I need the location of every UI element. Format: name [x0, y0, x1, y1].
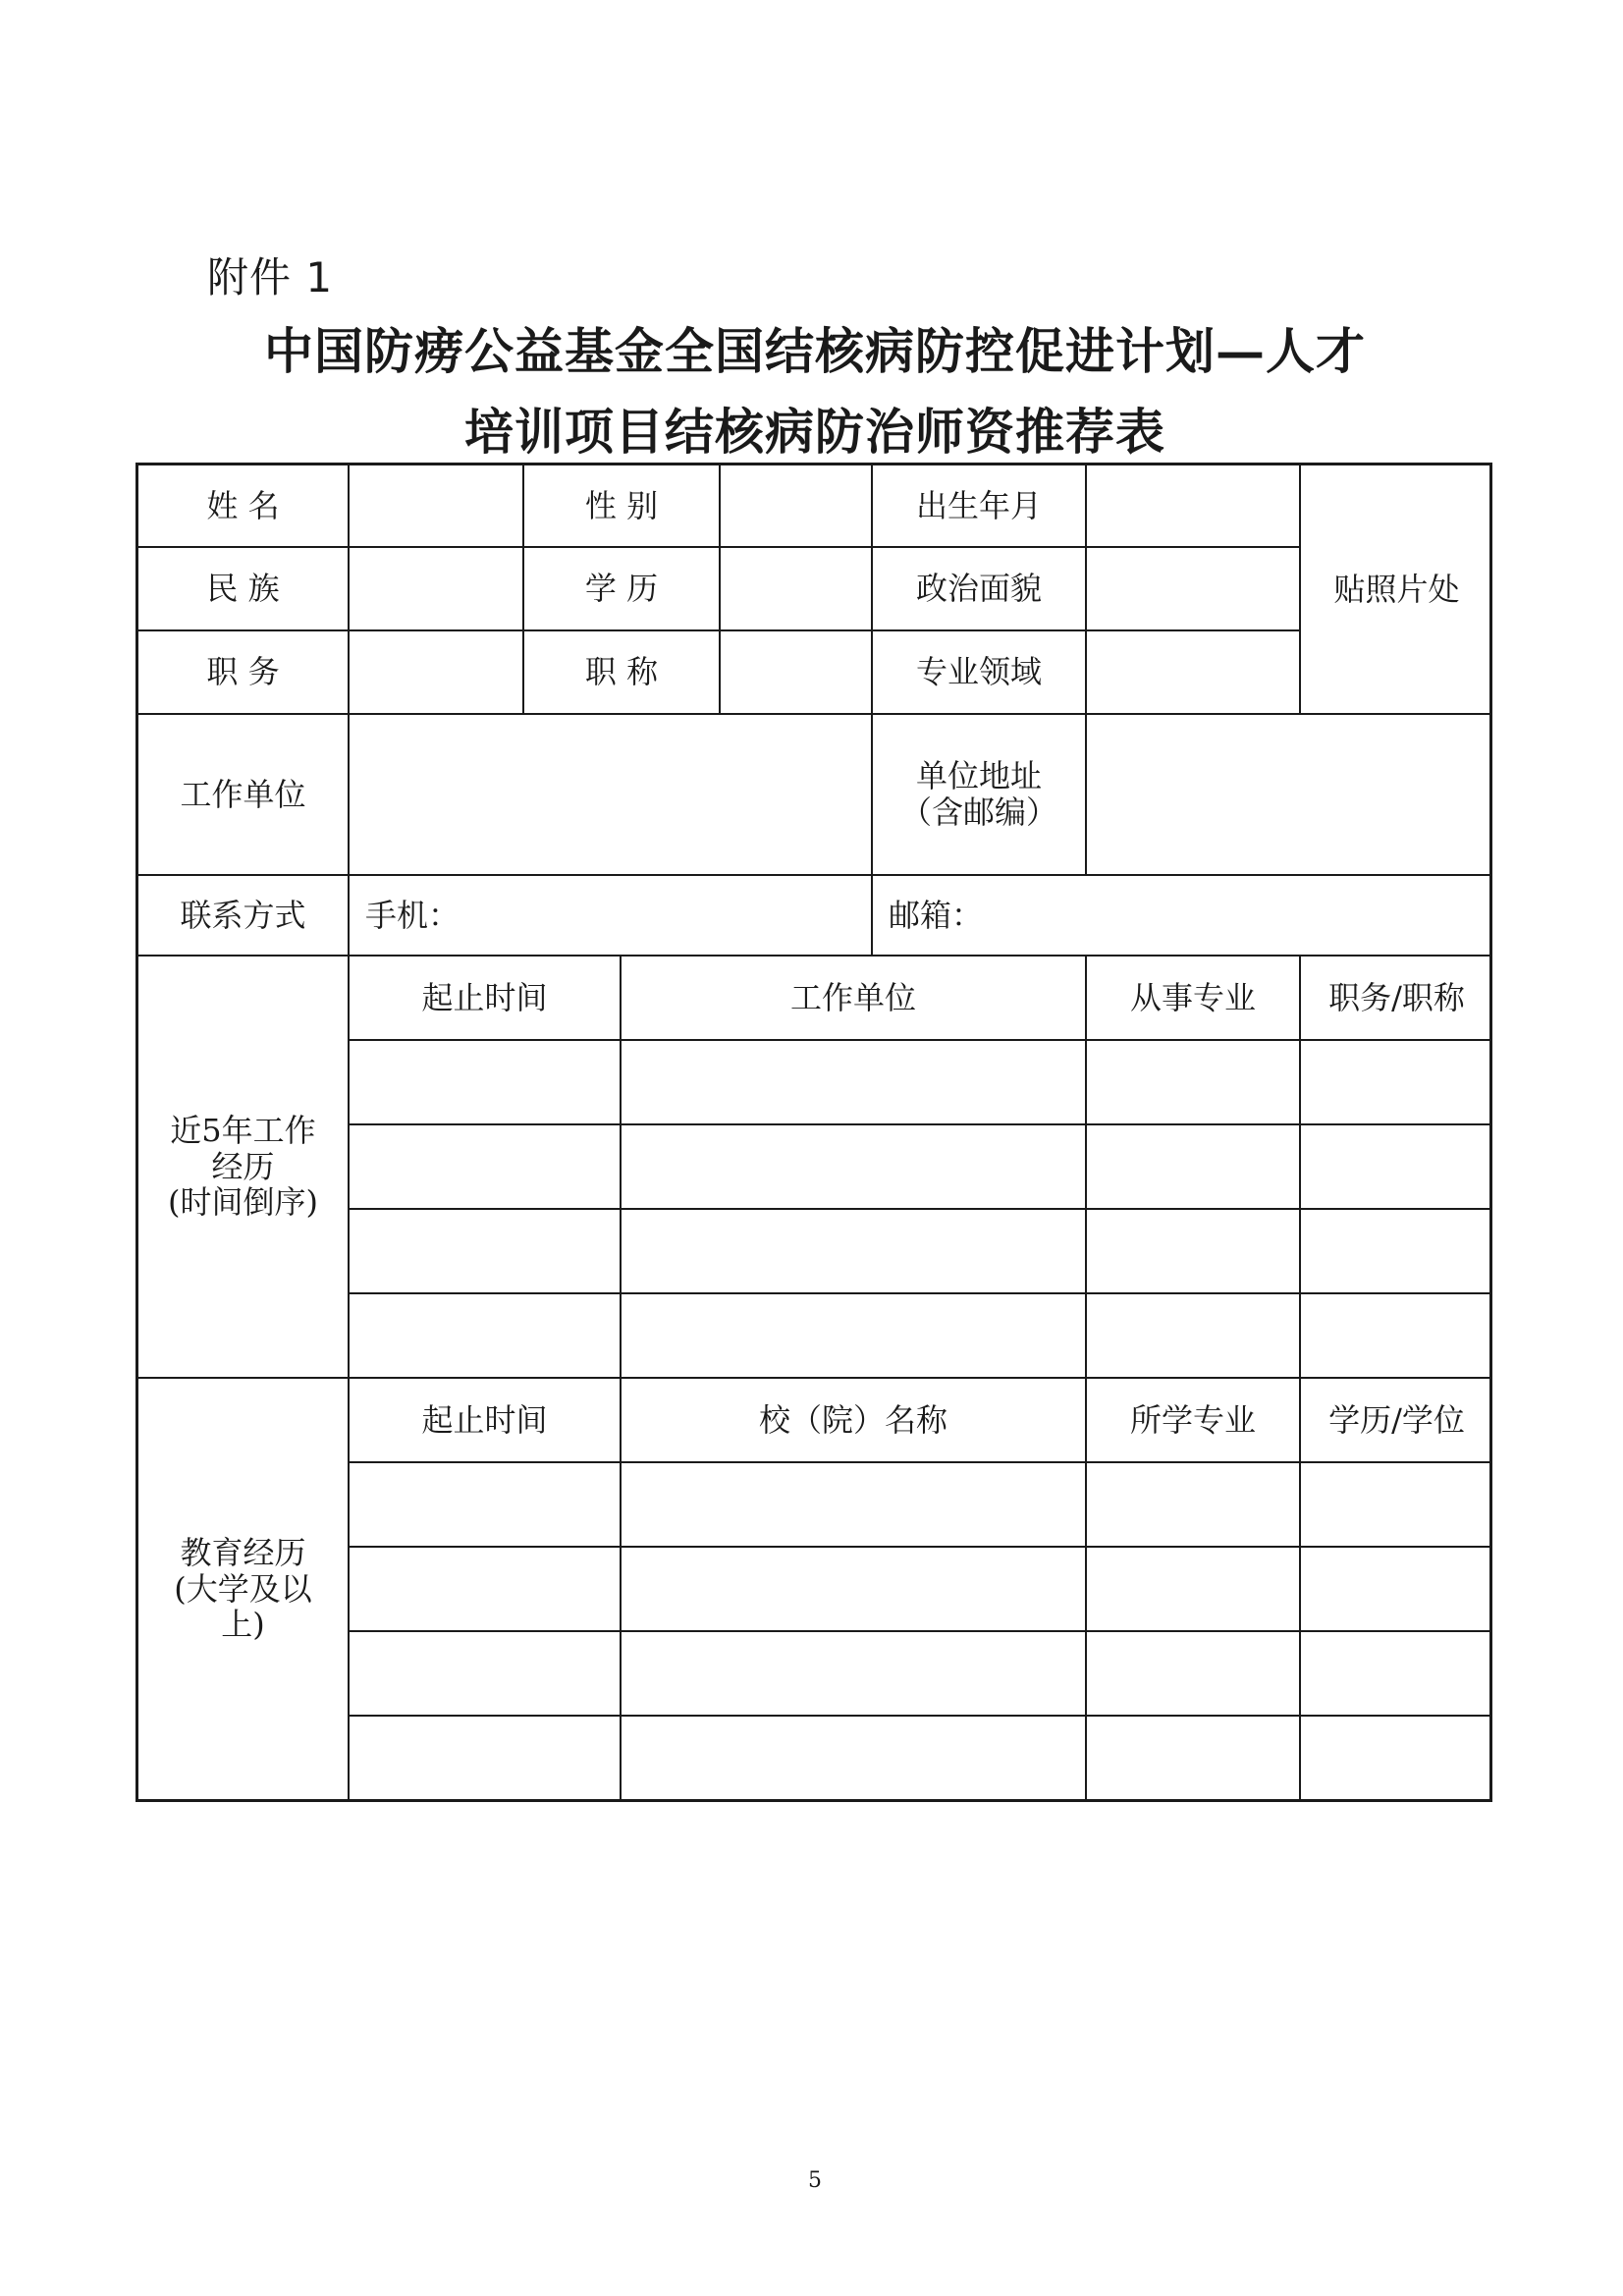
name-label: 姓 名: [138, 465, 350, 548]
political-label: 政治面貌: [873, 548, 1087, 631]
work-cell[interactable]: [1301, 1041, 1492, 1125]
work-cell[interactable]: [1087, 1294, 1301, 1379]
attachment-label: 附件 1: [207, 253, 334, 301]
work-header-major: 从事专业: [1087, 957, 1301, 1041]
education-field[interactable]: [721, 548, 873, 631]
work-cell[interactable]: [622, 1125, 1087, 1210]
unit-address-field[interactable]: [1087, 715, 1492, 876]
work-cell[interactable]: [350, 1125, 622, 1210]
position-label: 职 务: [138, 631, 350, 715]
work-cell[interactable]: [1301, 1294, 1492, 1379]
gender-field[interactable]: [721, 465, 873, 548]
specialty-field[interactable]: [1087, 631, 1301, 715]
specialty-label: 专业领域: [873, 631, 1087, 715]
work-history-line2: 经历: [211, 1147, 275, 1185]
work-cell[interactable]: [1087, 1041, 1301, 1125]
recommendation-form: [135, 463, 1492, 1802]
work-history-line3: (时间倒序): [168, 1183, 318, 1222]
work-cell[interactable]: [1087, 1125, 1301, 1210]
form-title-line1: 中国防痨公益基金全国结核病防控促进计划—人才: [264, 322, 1366, 380]
birth-field[interactable]: [1087, 465, 1301, 548]
work-history-line1: 近5年工作: [170, 1111, 316, 1149]
political-field[interactable]: [1087, 548, 1301, 631]
edu-cell[interactable]: [1087, 1632, 1301, 1717]
edu-cell[interactable]: [1087, 1548, 1301, 1632]
edu-cell[interactable]: [1087, 1717, 1301, 1799]
edu-cell[interactable]: [622, 1717, 1087, 1799]
work-cell[interactable]: [1087, 1210, 1301, 1294]
title-field[interactable]: [721, 631, 873, 715]
education-history-line3: 上): [221, 1606, 265, 1644]
edu-cell[interactable]: [622, 1548, 1087, 1632]
form-title-line2: 培训项目结核病防治师资推荐表: [464, 403, 1165, 461]
email-field[interactable]: 邮箱：: [873, 876, 1492, 957]
work-history-label: [138, 957, 350, 1379]
edu-cell[interactable]: [350, 1632, 622, 1717]
edu-cell[interactable]: [1301, 1717, 1492, 1799]
education-history-label: [138, 1379, 350, 1799]
work-cell[interactable]: [350, 1294, 622, 1379]
work-header-period: 起止时间: [350, 957, 622, 1041]
work-header-title: 职务/职称: [1301, 957, 1492, 1041]
edu-cell[interactable]: [622, 1632, 1087, 1717]
edu-cell[interactable]: [350, 1548, 622, 1632]
edu-header-major: 所学专业: [1087, 1379, 1301, 1463]
page-number: 5: [808, 2168, 822, 2193]
edu-header-school: 校（院）名称: [622, 1379, 1087, 1463]
work-cell[interactable]: [1301, 1125, 1492, 1210]
edu-cell[interactable]: [1301, 1632, 1492, 1717]
edu-cell[interactable]: [350, 1717, 622, 1799]
work-unit-field[interactable]: [350, 715, 873, 876]
education-history-line2: (大学及以: [174, 1569, 312, 1608]
work-cell[interactable]: [622, 1294, 1087, 1379]
work-cell[interactable]: [350, 1210, 622, 1294]
work-cell[interactable]: [622, 1210, 1087, 1294]
ethnicity-label: 民 族: [138, 548, 350, 631]
ethnicity-field[interactable]: [350, 548, 524, 631]
contact-label: 联系方式: [138, 876, 350, 957]
photo-area[interactable]: 贴照片处: [1301, 465, 1492, 715]
title-label: 职 称: [524, 631, 721, 715]
birth-label: 出生年月: [873, 465, 1087, 548]
edu-cell[interactable]: [1301, 1463, 1492, 1548]
work-cell[interactable]: [622, 1041, 1087, 1125]
unit-address-note: （含邮编）: [899, 793, 1057, 831]
edu-cell[interactable]: [1301, 1548, 1492, 1632]
work-unit-label: 工作单位: [138, 715, 350, 876]
education-label: 学 历: [524, 548, 721, 631]
name-field[interactable]: [350, 465, 524, 548]
phone-field[interactable]: 手机：: [350, 876, 873, 957]
edu-cell[interactable]: [622, 1463, 1087, 1548]
work-cell[interactable]: [350, 1041, 622, 1125]
work-cell[interactable]: [1301, 1210, 1492, 1294]
edu-cell[interactable]: [1087, 1463, 1301, 1548]
unit-address-text: 单位地址: [915, 757, 1042, 795]
work-header-unit: 工作单位: [622, 957, 1087, 1041]
edu-header-period: 起止时间: [350, 1379, 622, 1463]
gender-label: 性 别: [524, 465, 721, 548]
unit-address-label: [873, 715, 1087, 876]
education-history-line1: 教育经历: [180, 1533, 306, 1571]
position-field[interactable]: [350, 631, 524, 715]
edu-cell[interactable]: [350, 1463, 622, 1548]
edu-header-degree: 学历/学位: [1301, 1379, 1492, 1463]
